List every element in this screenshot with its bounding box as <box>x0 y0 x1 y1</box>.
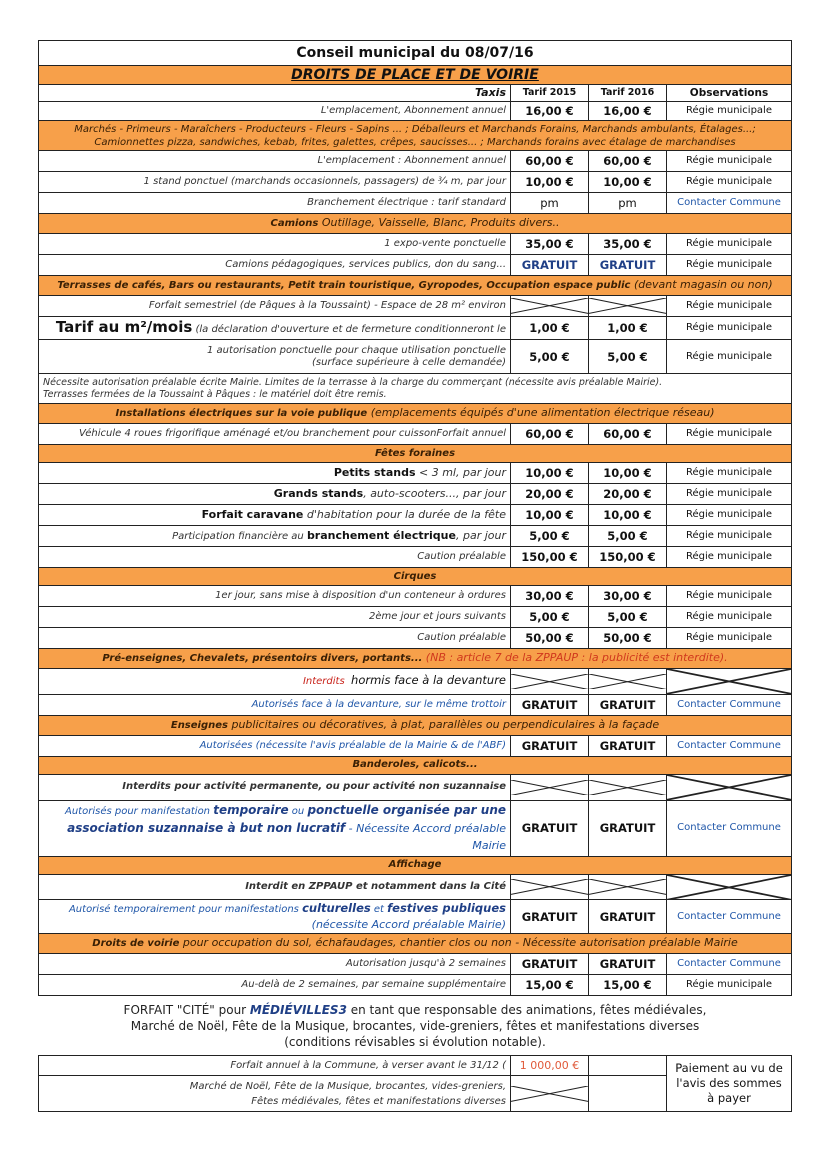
table-row <box>39 874 792 900</box>
row-label: Forfait annuel à la Commune, à verser avant le 31/12 ( <box>39 1056 511 1076</box>
row-label <box>39 340 511 374</box>
row-label-mid: ou <box>288 805 308 817</box>
observation: Régie municipale <box>667 102 792 121</box>
tarif-2015: 1,00 € <box>511 317 589 340</box>
section-banderoles: Banderoles, calicots... <box>39 756 792 774</box>
row-label: 1er jour, sans mise à disposition d'un conteneur à ordures <box>39 586 511 607</box>
row-label-line: Marché de Noël, Fête de la Musique, brocantes, vides-greniers, <box>189 1080 506 1092</box>
row-label: Autorisés face à la devanture, sur le même trottoir <box>39 694 511 715</box>
table-row <box>39 800 792 856</box>
section-terrasses <box>39 276 792 296</box>
tarif-2015: pm <box>511 193 589 214</box>
council-title: Conseil municipal du 08/07/16 <box>39 41 792 66</box>
tarif-2016: 5,00 € <box>589 340 667 374</box>
observation: Contacter Commune <box>667 193 792 214</box>
page-title: DROITS DE PLACE ET DE VOIRIE <box>39 66 792 85</box>
tarif-2016: 150,00 € <box>589 547 667 568</box>
tarif-2015: 5,00 € <box>511 526 589 547</box>
table-row <box>39 193 792 214</box>
observation: Régie municipale <box>667 317 792 340</box>
row-label: 1 stand ponctuel (marchands occasionnels, passagers) de ¾ m, par jour <box>39 172 511 193</box>
observation: Contacter Commune <box>667 954 792 975</box>
table-row <box>39 628 792 649</box>
section-cirques: Cirques <box>39 568 792 586</box>
cross-out-cell <box>511 774 589 800</box>
table-row <box>39 234 792 255</box>
row-label: 2ème jour et jours suivants <box>39 607 511 628</box>
row-label-rest: < 3 ml, par jour <box>415 466 506 479</box>
note-line: Nécessite autorisation préalable écrite Mairie. Limites de la terrasse à la charge du commerçant (nécessite avis préalable Mairie). <box>43 376 663 388</box>
empty-cell <box>589 1076 667 1112</box>
tarif-2015: GRATUIT <box>511 735 589 756</box>
table-row <box>39 317 792 340</box>
tarif-2015: 16,00 € <box>511 102 589 121</box>
table-row <box>39 463 792 484</box>
table-row <box>39 172 792 193</box>
observation: Contacter Commune <box>667 800 792 856</box>
row-label-line <box>43 901 506 917</box>
observation: Régie municipale <box>667 340 792 374</box>
section-marches: Marchés - Primeurs - Maraîchers - Producteurs - Fleurs - Sapins ... ; Déballeurs et Marchands Forains, Marchands ambulants, Étalages...; Camionnettes pizza, sandwiches, kebab, frites, galettes, crêpes, saucisses... ; Marchands forains avec étalage de marchandises <box>39 121 792 151</box>
tarif-2016: 60,00 € <box>589 151 667 172</box>
row-label: Caution préalable <box>39 547 511 568</box>
table-row <box>39 586 792 607</box>
row-label-bold: Grands stands <box>273 487 364 500</box>
row-label: Forfait semestriel (de Pâques à la Toussaint) - Espace de 28 m² environ <box>39 296 511 317</box>
table-row <box>39 505 792 526</box>
table-row <box>39 607 792 628</box>
cross-out-cell <box>667 669 792 695</box>
observation: Régie municipale <box>667 151 792 172</box>
section-installations <box>39 404 792 424</box>
tarif-2015: GRATUIT <box>511 954 589 975</box>
interdits-label: Interdits <box>302 676 345 688</box>
tarif-2016: 16,00 € <box>589 102 667 121</box>
table-row <box>39 102 792 121</box>
tarif-2016: pm <box>589 193 667 214</box>
row-label: Interdit en ZPPAUP et notamment dans la Cité <box>39 874 511 900</box>
row-label <box>39 463 511 484</box>
forfait-line: (conditions révisables si évolution notable). <box>284 1034 546 1049</box>
observation: Régie municipale <box>667 172 792 193</box>
tarif-2015: GRATUIT <box>511 694 589 715</box>
cross-out-cell <box>667 774 792 800</box>
row-label-bold: culturelles <box>302 901 371 916</box>
row-label-rest: d'habitation pour la durée de la fête <box>303 508 506 521</box>
tarif-m2-label: Tarif au m²/mois <box>55 317 193 336</box>
cross-out-cell <box>511 1076 589 1112</box>
tarif-2016: 15,00 € <box>589 975 667 996</box>
row-label <box>39 900 511 934</box>
tarif-2015: 15,00 € <box>511 975 589 996</box>
tarif-2015: 10,00 € <box>511 463 589 484</box>
observation: Contacter Commune <box>667 694 792 715</box>
table-row <box>39 900 792 934</box>
observation: Régie municipale <box>667 234 792 255</box>
forfait-cite-text <box>39 996 792 1056</box>
col-observations: Observations <box>667 85 792 102</box>
section-enseignes <box>39 715 792 735</box>
row-label-pre: Autorisé temporairement pour manifestations <box>68 904 303 916</box>
row-label-line: Fêtes médiévales, fêtes et manifestations diverses <box>251 1095 506 1107</box>
observation: Régie municipale <box>667 547 792 568</box>
section-voirie <box>39 934 792 954</box>
row-label-bold: Petits stands <box>333 466 416 479</box>
tarif-2015: 30,00 € <box>511 586 589 607</box>
tarif-2015: 60,00 € <box>511 151 589 172</box>
taxis-heading: Taxis <box>39 85 511 102</box>
tarif-2015: 5,00 € <box>511 340 589 374</box>
table-row <box>39 340 792 374</box>
section-fetes-foraines: Fêtes foraines <box>39 445 792 463</box>
section-title: Camions <box>270 218 319 229</box>
observation: Régie municipale <box>667 975 792 996</box>
row-label: Véhicule 4 roues frigorifique aménagé et/ou branchement pour cuissonForfait annuel <box>39 424 511 445</box>
tarif-2016: 30,00 € <box>589 586 667 607</box>
row-label: Autorisées (nécessite l'avis préalable de la Mairie & de l'ABF) <box>39 735 511 756</box>
row-label: Au-delà de 2 semaines, par semaine supplémentaire <box>39 975 511 996</box>
annual-amount: 1 000,00 € <box>511 1056 589 1076</box>
row-label-line: 1 autorisation ponctuelle pour chaque utilisation ponctuelle <box>207 344 506 356</box>
payment-note: Paiement au vu de l'avis des sommes à payer <box>667 1056 792 1112</box>
empty-cell <box>589 1056 667 1076</box>
tarif-2016: GRATUIT <box>589 255 667 276</box>
tarif-2015: 150,00 € <box>511 547 589 568</box>
row-label: Branchement électrique : tarif standard <box>39 193 511 214</box>
table-row <box>39 669 792 695</box>
tarif-2016: 1,00 € <box>589 317 667 340</box>
row-label-bold: temporaire <box>213 802 289 817</box>
row-label-line: (nécessite Accord préalable Mairie) <box>311 918 506 932</box>
section-title: Enseignes <box>170 719 228 731</box>
col-tarif-2016: Tarif 2016 <box>589 85 667 102</box>
row-label <box>39 484 511 505</box>
table-row <box>39 975 792 996</box>
row-label-pre: Autorisés pour manifestation <box>65 805 214 817</box>
row-label-bold: festives publiques <box>387 901 506 916</box>
table-row <box>39 484 792 505</box>
row-label <box>39 669 511 695</box>
table-row <box>39 694 792 715</box>
tarif-2015: 35,00 € <box>511 234 589 255</box>
interdits-rest: hormis face à la devanture <box>351 673 506 688</box>
table-row <box>39 954 792 975</box>
row-label <box>39 1076 511 1112</box>
tariff-sheet <box>38 40 791 1112</box>
forfait-line: Marché de Noël, Fête de la Musique, brocantes, vide-greniers, fêtes et manifestations diverses <box>130 1018 700 1033</box>
section-subtitle: pour occupation du sol, échafaudages, chantier clos ou non - Nécessite autorisation préalable Mairie <box>182 936 738 950</box>
tarif-2015: GRATUIT <box>511 800 589 856</box>
tarif-2015: 50,00 € <box>511 628 589 649</box>
row-label-post: - Nécessite Accord préalable Mairie <box>345 821 506 852</box>
observation: Contacter Commune <box>667 735 792 756</box>
observation: Régie municipale <box>667 607 792 628</box>
note-line: Terrasses fermées de la Toussaint à Pâques : le matériel doit être remis. <box>43 388 387 400</box>
tarif-2016: GRATUIT <box>589 735 667 756</box>
row-label <box>39 800 511 856</box>
observation: Régie municipale <box>667 484 792 505</box>
observation: Régie municipale <box>667 586 792 607</box>
row-label-bold: branchement électrique <box>306 528 456 542</box>
row-label <box>39 505 511 526</box>
tarif-2015: 60,00 € <box>511 424 589 445</box>
cross-out-cell <box>511 874 589 900</box>
row-label: L'emplacement, Abonnement annuel <box>39 102 511 121</box>
tarif-2015: GRATUIT <box>511 255 589 276</box>
tarif-2016: GRATUIT <box>589 800 667 856</box>
tariff-table <box>38 40 792 1112</box>
cross-out-cell <box>511 669 589 695</box>
observation: Régie municipale <box>667 505 792 526</box>
forfait-pre: FORFAIT "CITÉ" pour <box>123 1002 250 1017</box>
section-title: Droits de voirie <box>92 938 180 950</box>
row-label: L'emplacement : Abonnement annuel <box>39 151 511 172</box>
terrasses-note <box>39 374 792 404</box>
tarif-2016: GRATUIT <box>589 954 667 975</box>
table-row <box>39 1056 792 1076</box>
section-camions <box>39 214 792 234</box>
tarif-2015: 10,00 € <box>511 505 589 526</box>
section-subtitle: (devant magasin ou non) <box>633 278 773 291</box>
observation: Contacter Commune <box>667 900 792 934</box>
tarif-2016: 5,00 € <box>589 526 667 547</box>
cross-out-cell <box>589 296 667 317</box>
forfait-line <box>39 1002 792 1018</box>
table-row <box>39 774 792 800</box>
row-label-rest: , par jour <box>455 528 506 542</box>
tarif-2016: 50,00 € <box>589 628 667 649</box>
section-title: Installations électriques sur la voie publique <box>115 408 368 419</box>
cross-out-cell <box>589 669 667 695</box>
row-label <box>39 526 511 547</box>
cross-out-cell <box>667 874 792 900</box>
row-label: Caution préalable <box>39 628 511 649</box>
table-row <box>39 255 792 276</box>
observation: Régie municipale <box>667 463 792 484</box>
tarif-2016: 35,00 € <box>589 234 667 255</box>
table-row <box>39 547 792 568</box>
table-row <box>39 424 792 445</box>
observation: Régie municipale <box>667 424 792 445</box>
observation: Régie municipale <box>667 255 792 276</box>
table-row <box>39 296 792 317</box>
row-label-rest: , auto-scooters..., par jour <box>363 487 506 500</box>
cross-out-cell <box>589 874 667 900</box>
tarif-2016: GRATUIT <box>589 900 667 934</box>
tarif-2016: 10,00 € <box>589 505 667 526</box>
row-label-mid: et <box>370 904 388 916</box>
row-label-bold: Forfait caravane <box>201 508 304 521</box>
cross-out-cell <box>511 296 589 317</box>
observation: Régie municipale <box>667 628 792 649</box>
row-label: 1 expo-vente ponctuelle <box>39 234 511 255</box>
section-affichage: Affichage <box>39 856 792 874</box>
row-label <box>39 317 511 340</box>
observation: Régie municipale <box>667 526 792 547</box>
tarif-2016: 10,00 € <box>589 463 667 484</box>
tarif-2016: 20,00 € <box>589 484 667 505</box>
row-label: Autorisation jusqu'à 2 semaines <box>39 954 511 975</box>
tarif-2016: GRATUIT <box>589 694 667 715</box>
section-title: Pré-enseignes, Chevalets, présentoirs divers, portants... <box>102 653 423 664</box>
tarif-2015: 20,00 € <box>511 484 589 505</box>
section-subtitle: (NB : article 7 de la ZPPAUP : la publicité est interdite). <box>425 651 728 664</box>
section-pre-enseignes <box>39 649 792 669</box>
tarif-2016: 5,00 € <box>589 607 667 628</box>
row-label: Interdits pour activité permanente, ou pour activité non suzannaise <box>39 774 511 800</box>
tarif-2015: 5,00 € <box>511 607 589 628</box>
section-subtitle: publicitaires ou décoratives, à plat, parallèles ou perpendiculaires à la façade <box>231 717 660 731</box>
tarif-2015: GRATUIT <box>511 900 589 934</box>
row-label: Camions pédagogiques, services publics, don du sang... <box>39 255 511 276</box>
row-label-bold: ponctuelle organisée par une association suzannaise à but non lucratif <box>67 802 506 835</box>
forfait-post: en tant que responsable des animations, fêtes médiévales, <box>346 1002 707 1017</box>
tarif-2016: 60,00 € <box>589 424 667 445</box>
col-tarif-2015: Tarif 2015 <box>511 85 589 102</box>
table-row <box>39 735 792 756</box>
observation: Régie municipale <box>667 296 792 317</box>
section-subtitle: (emplacements équipés d'une alimentation électrique réseau) <box>370 406 715 419</box>
table-row <box>39 151 792 172</box>
tarif-2016: 10,00 € <box>589 172 667 193</box>
cross-out-cell <box>589 774 667 800</box>
table-row <box>39 526 792 547</box>
tarif-2015: 10,00 € <box>511 172 589 193</box>
section-title: Terrasses de cafés, Bars ou restaurants, Petit train touristique, Gyropodes, Occupation espace public <box>57 280 631 291</box>
row-label-line: (surface supérieure à celle demandée) <box>311 356 506 368</box>
brand-name: MÉDIÉVILLES3 <box>249 1002 347 1017</box>
tarif-m2-note: (la déclaration d'ouverture et de fermeture conditionneront le <box>195 323 506 335</box>
section-subtitle: Outillage, Vaisselle, Blanc, Produits divers.. <box>321 216 560 229</box>
row-label-pre: Participation financière au <box>172 530 307 542</box>
